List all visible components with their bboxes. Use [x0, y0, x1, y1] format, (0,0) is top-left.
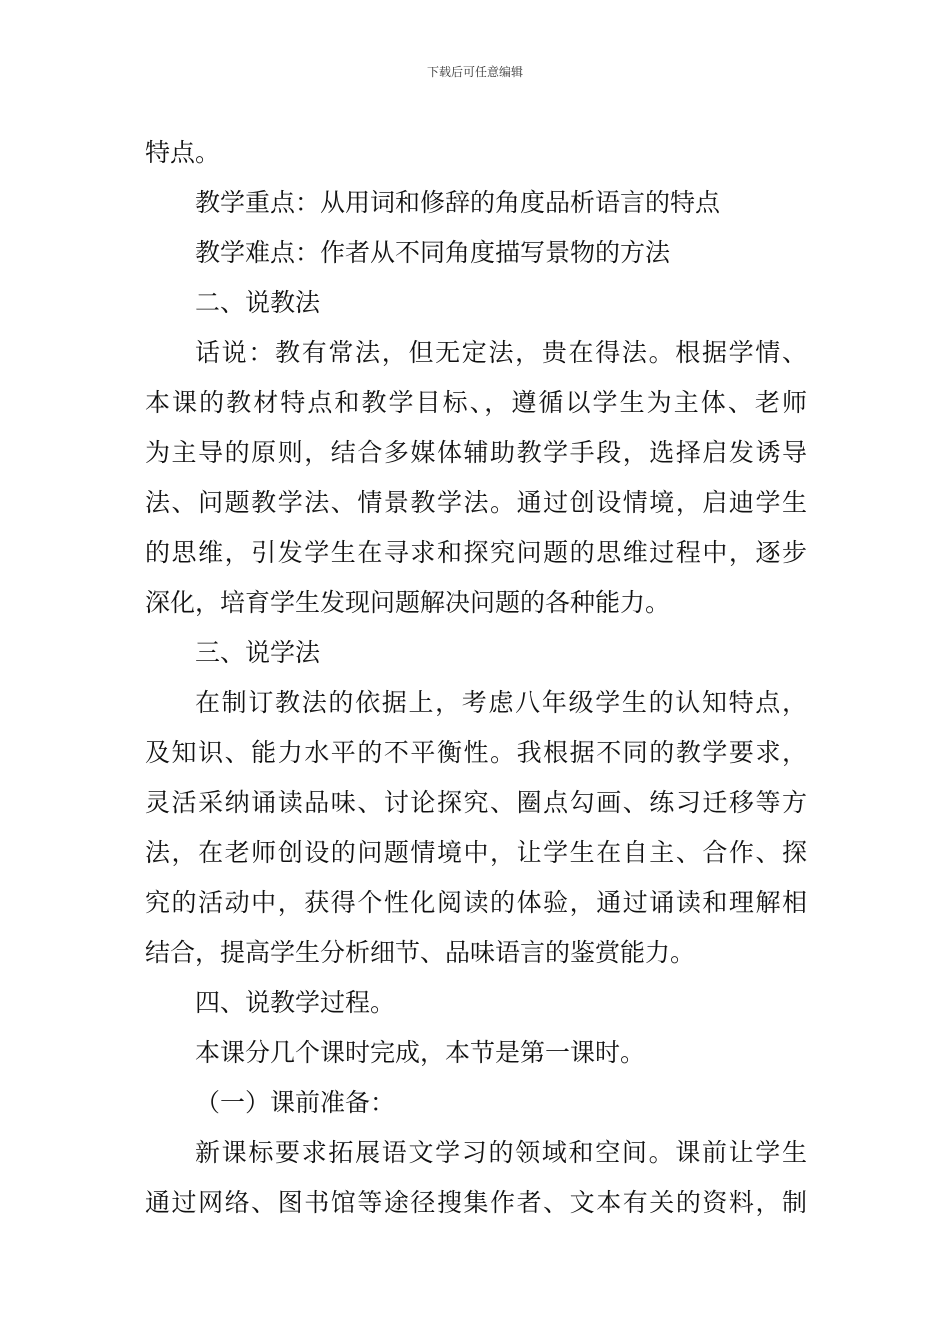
paragraph-teaching-method	[145, 328, 807, 628]
text-line: 在制订教法的依据上，考虑八年级学生的认知特点，	[195, 688, 807, 717]
section-heading-teaching-process	[145, 978, 807, 1028]
text-line: 二、说教法	[195, 288, 321, 317]
text-line: 本课分几个课时完成，本节是第一课时。	[195, 1038, 646, 1067]
text-line: 教学难点：作者从不同角度描写景物的方法	[195, 238, 671, 267]
text-line: 为主导的原则，结合多媒体辅助教学手段，选择启发诱导	[145, 438, 807, 467]
text-line: 话说：教有常法，但无定法，贵在得法。根据学情、	[195, 338, 807, 367]
paragraph-continuation	[145, 128, 807, 178]
text-line: 及知识、能力水平的不平衡性。我根据不同的教学要求，	[145, 738, 807, 767]
text-line: 教学重点：从用词和修辞的角度品析语言的特点	[195, 188, 721, 217]
paragraph-learning-method	[145, 678, 807, 978]
subsection-heading-preparation	[145, 1078, 807, 1128]
text-line: 通过网络、图书馆等途径搜集作者、文本有关的资料，制	[145, 1188, 807, 1217]
text-line: 法、问题教学法、情景教学法。通过创设情境，启迪学生	[145, 488, 807, 517]
text-line: 究的活动中，获得个性化阅读的体验，通过诵读和理解相	[145, 888, 807, 917]
text-line: 三、说学法	[195, 638, 321, 667]
section-heading-learning-method	[145, 628, 807, 678]
text-line: 深化，培育学生发现问题解决问题的各种能力。	[145, 588, 671, 617]
text-line: 的思维，引发学生在寻求和探究问题的思维过程中，逐步	[145, 538, 807, 567]
text-line: 法，在老师创设的问题情境中，让学生在自主、合作、探	[145, 838, 807, 867]
document-body	[145, 128, 807, 1228]
text-line: 新课标要求拓展语文学习的领域和空间。课前让学生	[195, 1138, 807, 1167]
text-line: 本课的教材特点和教学目标、，遵循以学生为主体、老师	[145, 388, 807, 417]
text-line: （一）课前准备：	[195, 1088, 396, 1117]
text-line: 灵活采纳诵读品味、讨论探究、圈点勾画、练习迁移等方	[145, 788, 807, 817]
text-line: 特点。	[145, 138, 221, 167]
paragraph-lesson-plan	[145, 1028, 807, 1078]
page-header: 下载后可任意编辑	[426, 65, 523, 79]
paragraph-preparation	[145, 1128, 807, 1228]
paragraph-teaching-difficulty	[145, 228, 807, 278]
paragraph-teaching-focus	[145, 178, 807, 228]
text-line: 四、说教学过程。	[195, 988, 396, 1017]
section-heading-teaching-method	[145, 278, 807, 328]
text-line: 结合，提高学生分析细节、品味语言的鉴赏能力。	[145, 938, 696, 967]
